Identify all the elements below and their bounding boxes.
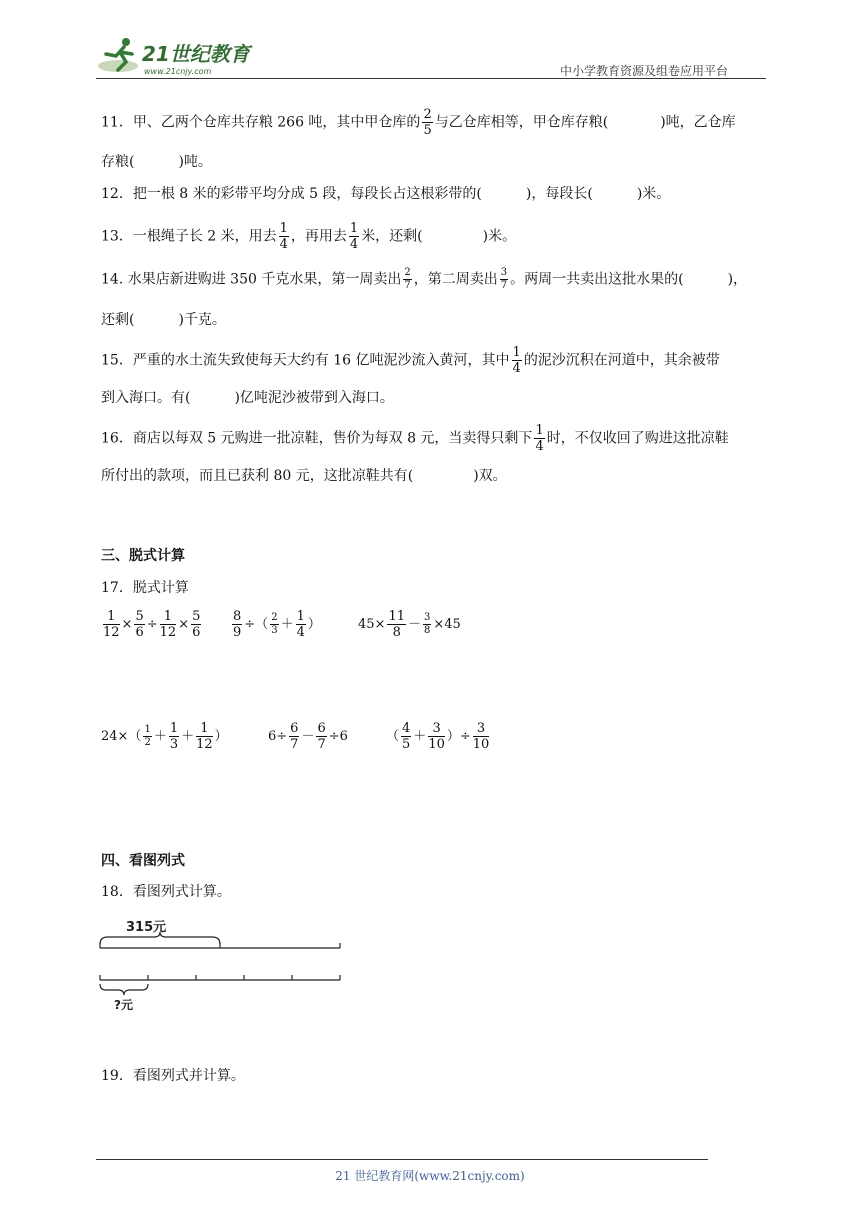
diagram-bottom-brace — [100, 984, 148, 995]
question-13: 13．一根绳子长 2 米，用去 $\frac{1}{4}$ ，再用去 $\frac{1}{4}$ 米，还剩( )米。 — [101, 221, 517, 252]
question-11-line2: 存粮( )吨。 — [101, 154, 212, 170]
segment-diagram — [96, 912, 346, 1012]
diagram-top-brace — [100, 932, 220, 944]
fraction: $\frac{2}{5}$ — [423, 107, 432, 138]
logo-url: www.21cnjy.com — [144, 67, 212, 76]
question-19: 19．看图列式并计算。 — [101, 1068, 245, 1084]
expression-4: 24×（ $\frac{1}{2}$ ＋ $\frac{1}{3}$ ＋ $\frac{1}{12}$ ） — [101, 721, 228, 752]
diagram-bottom-ticks — [100, 975, 340, 980]
question-18: 18．看图列式计算。 — [101, 884, 231, 900]
expression-6: （ $\frac{4}{5}$ ＋ $\frac{3}{10}$ ）÷ $\frac{3}{10}$ — [386, 721, 490, 752]
header-platform-text: 中小学教育资源及组卷应用平台 — [560, 64, 729, 78]
question-11: 11．甲、乙两个仓库共存粮 266 吨，其中甲仓库的 $\frac{2}{5}$ 与乙仓库相等，甲仓库存粮( )吨，乙仓库 — [101, 107, 736, 138]
question-12: 12．把一根 8 米的彩带平均分成 5 段，每段长占这根彩带的( )，每段长( )米。 — [101, 186, 671, 202]
expression-5: 6÷ $\frac{6}{7}$ － $\frac{6}{7}$ ÷6 — [268, 721, 348, 752]
footer-text: 21 世纪教育网(www.21cnjy.com) — [335, 1169, 525, 1183]
section-title-3: 三、脱式计算 — [101, 548, 185, 564]
diagram-top-label: 315元 — [126, 920, 167, 935]
section-title-4: 四、看图列式 — [101, 853, 185, 869]
expression-2: $\frac{8}{9}$ ÷（ $\frac{2}{3}$ ＋ $\frac{1}{4}$ ） — [233, 609, 321, 640]
question-15-line2: 到入海口。有( )亿吨泥沙被带到入海口。 — [101, 390, 394, 406]
question-14-line2: 还剩( )千克。 — [101, 312, 226, 328]
footer-divider — [96, 1159, 708, 1160]
expression-1: $\frac{1}{12}$ × $\frac{5}{6}$ ÷ $\frac{1}{12}$ × $\frac{5}{6}$ — [103, 609, 201, 640]
runner-logo-icon — [96, 36, 266, 78]
expression-3: 45× $\frac{11}{8}$ － $\frac{3}{8}$ ×45 — [358, 609, 461, 640]
question-14: 14. 水果店新进购进 350 千克水果，第一周卖出 $\frac{2}{7}$ ，第二周卖出 $\frac{3}{7}$ 。两周一共卖出这批水果的( )， — [101, 267, 748, 291]
question-16: 16．商店以每双 5 元购进一批凉鞋，售价为每双 8 元，当卖得只剩下 $\frac{1}{4}$ 时，不仅收回了购进这批凉鞋 — [101, 423, 729, 454]
diagram-bottom-label: ?元 — [114, 998, 133, 1012]
fraction: $\frac{1}{4}$ — [349, 221, 359, 252]
fraction: $\frac{1}{4}$ — [535, 423, 544, 454]
fraction: $\frac{3}{7}$ — [500, 267, 508, 291]
question-17: 17．脱式计算 — [101, 580, 189, 596]
question-15: 15．严重的水土流失致使每天大约有 16 亿吨泥沙流入黄河，其中 $\frac{1}{4}$ 的泥沙沉积在河道中，其余被带 — [101, 345, 720, 376]
logo — [96, 36, 266, 78]
fraction: $\frac{1}{4}$ — [279, 221, 288, 252]
logo-title: 21世纪教育 — [142, 42, 250, 66]
header-divider — [96, 78, 766, 79]
fraction: $\frac{2}{7}$ — [404, 267, 411, 291]
question-16-line2: 所付出的款项，而且已获利 80 元，这批凉鞋共有( )双。 — [101, 468, 507, 484]
fraction: $\frac{1}{4}$ — [512, 345, 521, 376]
